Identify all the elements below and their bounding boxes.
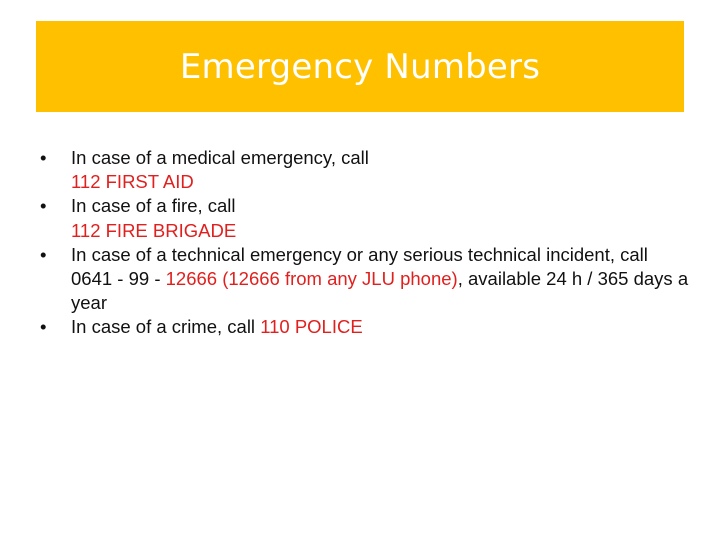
medical-number: 112 FIRST AID	[71, 171, 194, 193]
fire-number: 112 FIRE BRIGADE	[71, 219, 237, 241]
bullet-fire	[40, 194, 690, 242]
bullet-icon: •	[40, 195, 47, 217]
bullet-medical-text: In case of a medical emergency, call	[71, 147, 369, 168]
technical-punct: ,	[457, 268, 463, 290]
bullet-list	[40, 146, 690, 340]
bullet-technical	[40, 243, 690, 316]
bullet-medical	[40, 146, 690, 194]
bullet-icon: •	[40, 316, 47, 338]
technical-number: 12666 (12666 from any JLU phone)	[165, 268, 458, 290]
bullet-icon: •	[40, 243, 47, 265]
title-bar	[36, 21, 684, 112]
bullet-fire-text: In case of a fire, call	[71, 195, 236, 217]
slide-title: Emergency Numbers	[179, 46, 541, 87]
bullet-crime-text: In case of a crime, call	[71, 316, 256, 338]
bullet-technical-text-end: available 24 h / 365 days a year	[71, 268, 689, 314]
bullet-crime	[40, 315, 690, 339]
bullet-icon: •	[40, 147, 47, 168]
crime-number: 110 POLICE	[260, 316, 363, 338]
bullet-technical-text-start: In case of a technical emergency or any serious technical incident, call 0641 - 99 -	[71, 243, 648, 290]
